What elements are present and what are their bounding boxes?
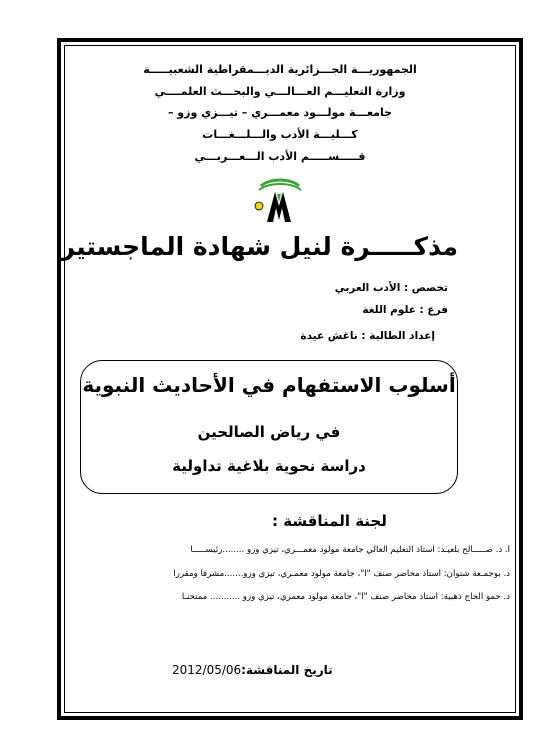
header-republic: الجمهوريـــة الجـــزائرية الديـــمقراطية الشعبيـــــة [143,63,417,76]
thesis-subtitle: في رياض الصالحين [197,423,341,441]
page-title: مذكـــــرة لنيل شهادة الماجستير [60,232,458,261]
student-field: إعداد الطالبة : ناغش عيدة [300,330,435,342]
header-faculty: كـــليـــة الأدب والـــلـــغـــات [202,128,358,141]
header-department: قـــــســـــم الأدب الـــعـــربـــي [194,150,366,163]
university-logo [247,176,309,226]
header-university: جامعـــة مولـــود معمـــري – تيـــزي وزو – [167,106,393,119]
header-ministry: وزارة التعليـــم العـــالـــي والبحـــث العلمــــي [154,85,406,98]
defense-date-value: 2012/05/06 [172,663,242,677]
branch-field: فرع : علوم اللغة [362,304,448,316]
committee-heading: لجنة المناقشة : [272,512,387,530]
committee-member-supervisor: د. بوجمـعة شتوان: أستاذ محاضر صنف "أ"، جامعة مولود معمـري، تيزي وزو.......مشرفا ومقررا [173,569,510,579]
thesis-title-box [80,360,458,494]
committee-member-examiner: د. حمو الحاج ذهبية: أستاذ محاضر صنف "أ"، جامعة مولود معمري، تيزي وزو ........... ممتحنـا [181,592,510,602]
specialty-field: تخصص : الأدب العربي [334,282,448,294]
thesis-title: أسلوب الاستفهام في الأحاديث النبوية [82,373,456,397]
defense-date [172,663,333,677]
committee-member-president: أ. د. صـــــالح بلعيـد: أستاذ التعليم العالي جامعة مولود معمـــري، تيزي وزو ........رئيســـــا [190,545,510,555]
defense-date-label: تاريخ المناقشة: [241,663,333,677]
thesis-type: دراسة نحوية بلاغية تداولية [172,457,366,475]
